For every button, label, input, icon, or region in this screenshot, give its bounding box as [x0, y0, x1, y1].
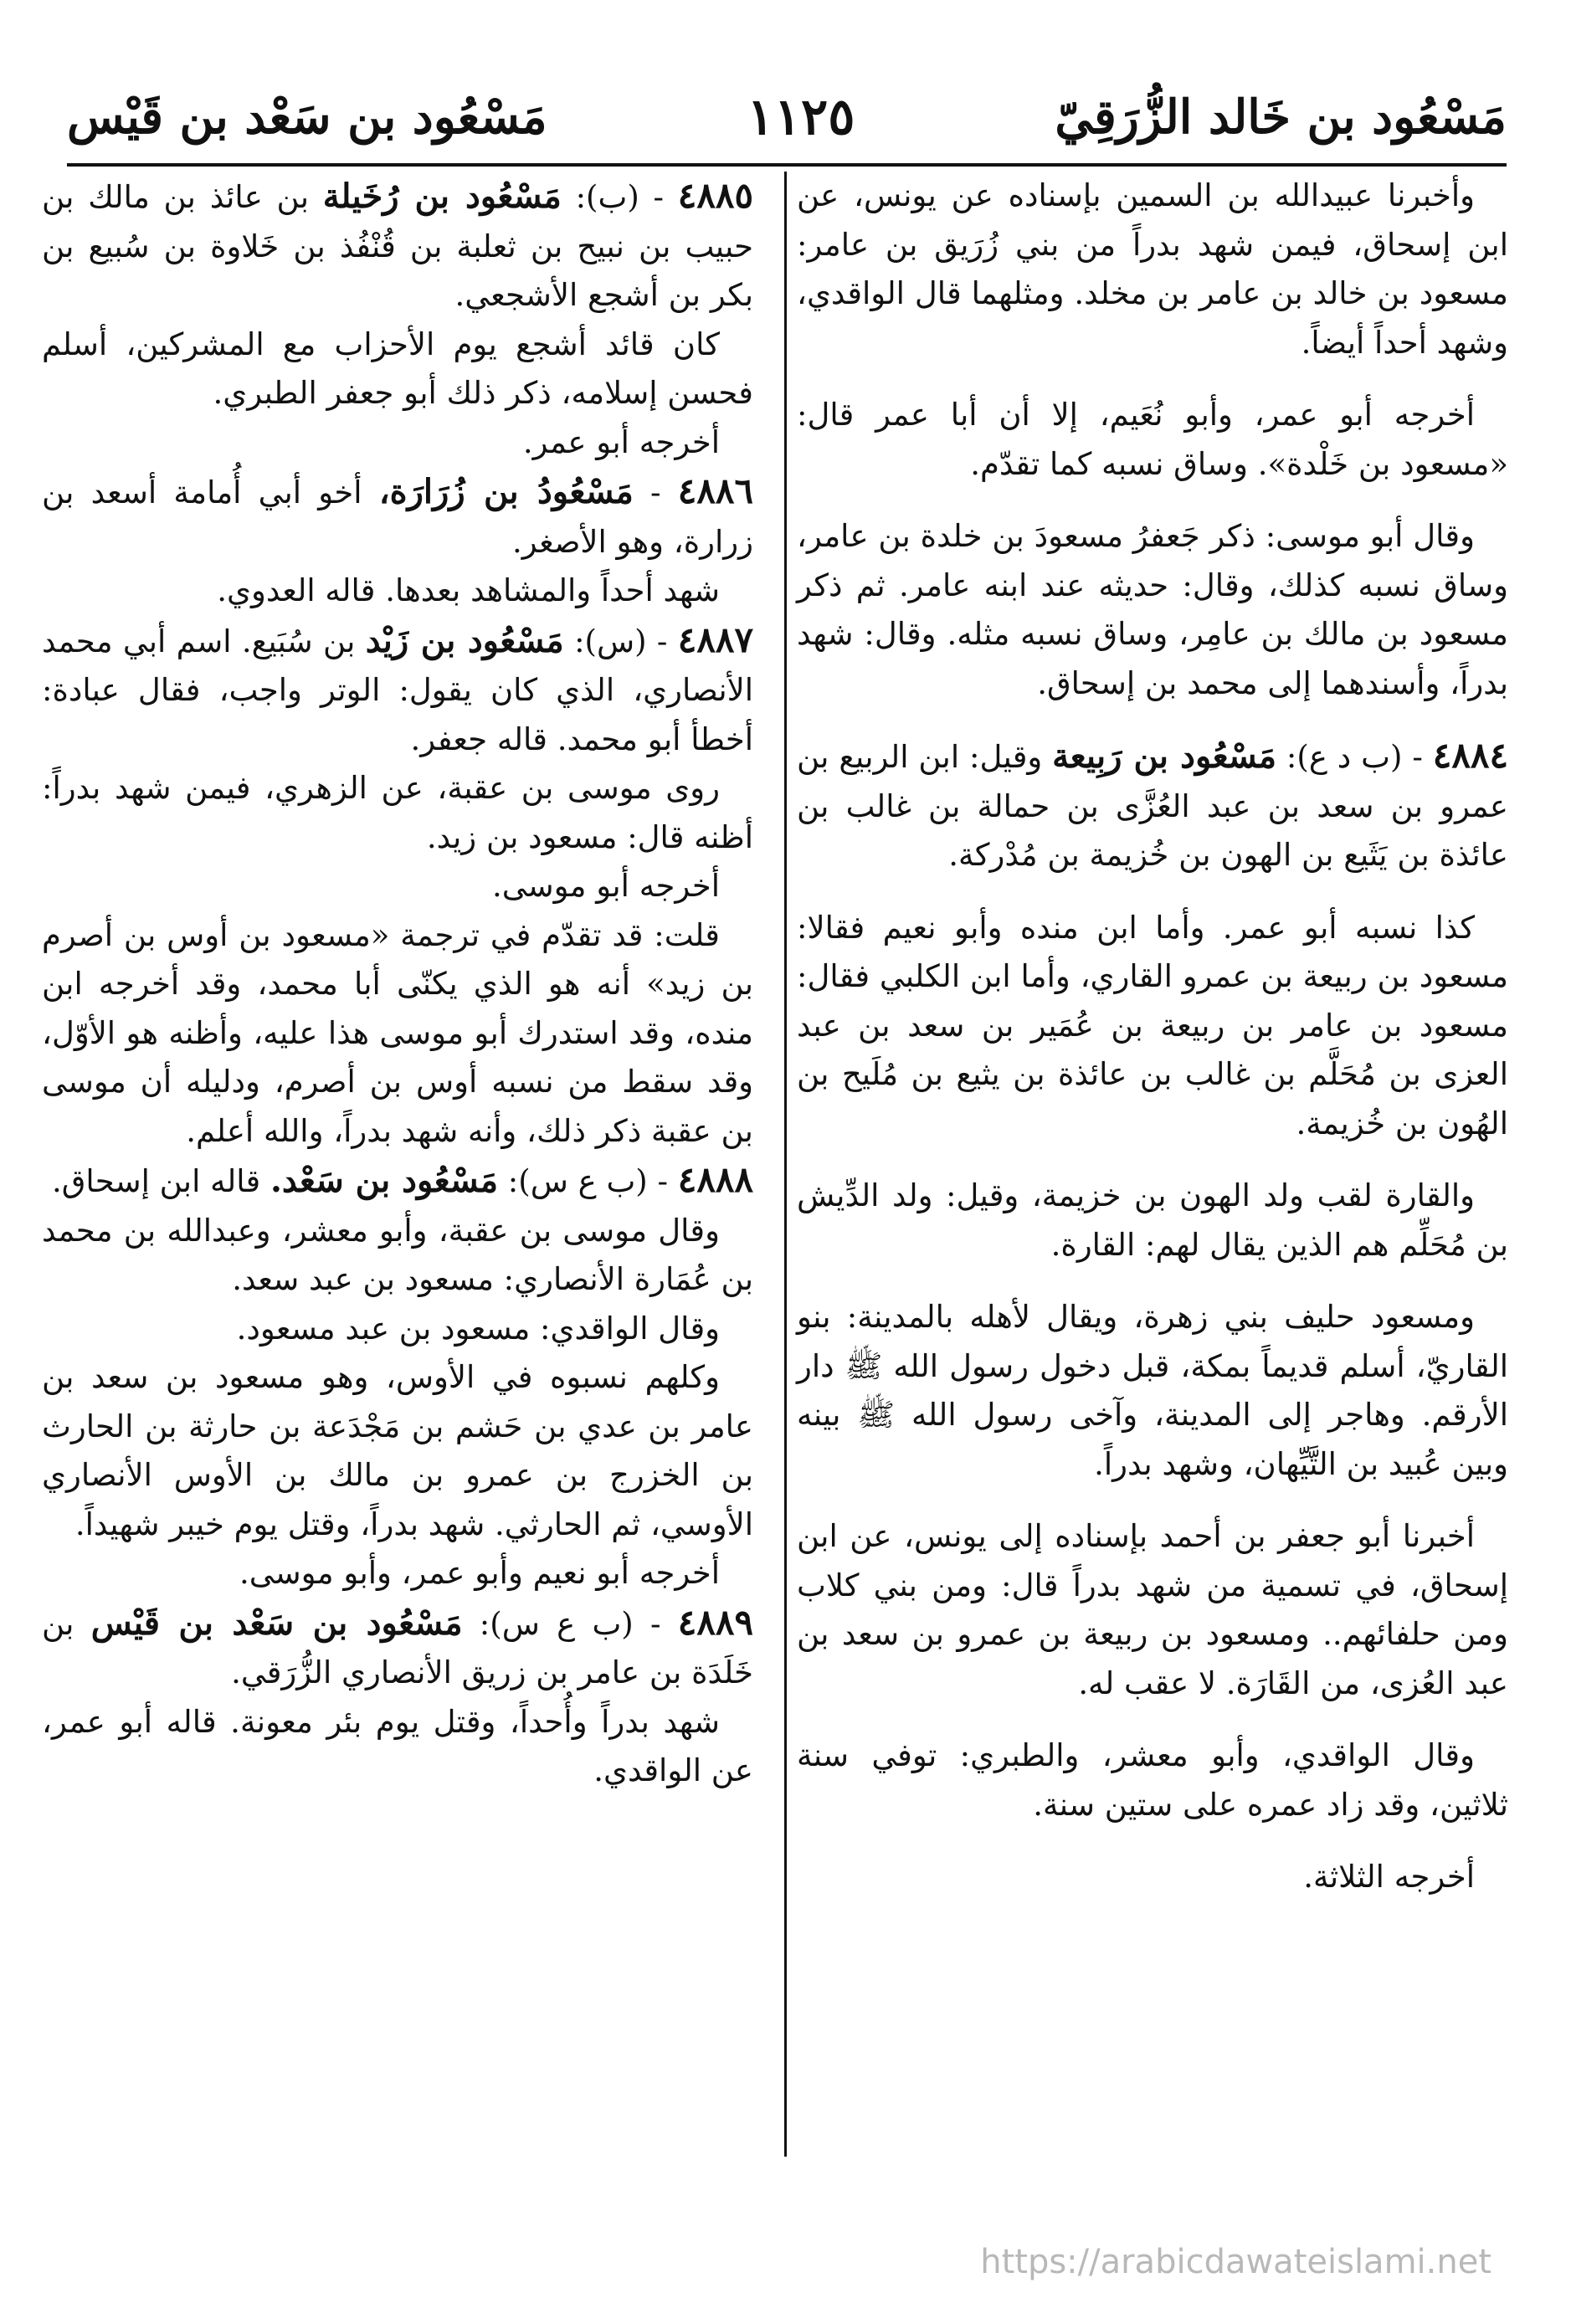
paragraph: أخبرنا أبو جعفر بن أحمد بإسناده إلى يونس، عن ابن إسحاق، في تسمية من شهد بدراً قال: ومن بني كلاب ومن حلفائهم.. ومسعود بن ربيعة بن عمرو بن سعد بن عبد العُزى، من القَارَة. لا عقب له. — [797, 1518, 1508, 1701]
entry-text: بن عائذ بن مالك بن حبيب بن نبيح بن ثعلبة بن قُنْفُذ بن خَلاوة بن سُبيع بن بكر بن أشجع الأشجعي. — [42, 179, 753, 313]
entry-text: بن سُبَيع. اسم أبي محمد الأنصاري، الذي كان يقول: الوتر واجب، فقال عبادة: أخطأ أبو محمد. قاله جعفر. — [42, 623, 753, 757]
right-column — [797, 172, 1508, 1902]
header-left-title: مَسْعُود بن سَعْد بن قَيْس — [67, 90, 547, 145]
paragraph: كان قائد أشجع يوم الأحزاب مع المشركين، أسلم فحسن إسلامه، ذكر ذلك أبو جعفر الطبري. — [42, 326, 753, 411]
paragraph: أخرجه أبو نعيم وأبو عمر، وأبو موسى. — [239, 1555, 720, 1591]
entry-number: ٤٨٨٧ — [677, 618, 753, 660]
watermark-url: https://arabicdawateislami.net — [980, 2243, 1491, 2281]
column-divider — [784, 172, 787, 2157]
entry-text: وقيل: ابن الربيع بن عمرو بن سعد بن عبد العُزَّى بن حمالة بن غالب بن عائذة بن يَثَيع بن الهون بن خُزيمة بن مُدْركة. — [797, 739, 1508, 873]
paragraph: روى موسى بن عقبة، عن الزهري، فيمن شهد بدراً: أظنه قال: مسعود بن زيد. — [42, 770, 753, 855]
paragraph: كذا نسبه أبو عمر. وأما ابن منده وأبو نعيم فقالا: مسعود بن ربيعة بن عمرو القاري، وأما ابن الكلبي فقال: مسعود بن عامر بن ربيعة بن عُمَير بن سعد بن عبد العزى بن مُحَلَّم بن غالب بن عائذة بن يثيع بن مُلَيح بن الهُون بن خُزيمة. — [797, 909, 1508, 1141]
entry-number: ٤٨٨٨ — [677, 1159, 753, 1200]
paragraph: قلت: قد تقدّم في ترجمة «مسعود بن أوس بن أصرم بن زيد» أنه هو الذي يكنّى أبا محمد، وقد أخرجه ابن منده، وقد استدرك أبو موسى هذا عليه، وأظنه هو الأوّل، وقد سقط من نسبه أوس بن أصرم، ودليله أن موسى بن عقبة ذكر ذلك، وأنه شهد بدراً، والله أعلم. — [42, 916, 753, 1149]
entry-text: بن خَلَدَة بن عامر بن زريق الأنصاري الزُّرَقي. — [42, 1605, 753, 1690]
paragraph: وقال الواقدي، وأبو معشر، والطبري: توفي سنة ثلاثين، وقد زاد عمره على ستين سنة. — [797, 1737, 1508, 1823]
paragraph: أخرجه أبو عمر، وأبو نُعَيم، إلا أن أبا عمر قال: «مسعود بن خَلْدة». وساق نسبه كما تقدّم. — [797, 397, 1508, 482]
paragraph: شهد بدراً وأُحداً، وقتل يوم بئر معونة. قاله أبو عمر، عن الواقدي. — [42, 1703, 753, 1788]
entry-tag: - (ب ع س): — [479, 1605, 661, 1642]
left-column — [42, 172, 753, 1796]
entry-text: قاله ابن إسحاق. — [51, 1163, 261, 1199]
entry-4886: ٤٨٨٦ - مَسْعُودُ بن زُرَارَة، أخو أبي أُمامة أسعد بن زرارة، وهو الأصغر. — [42, 470, 753, 560]
entry-4884 — [797, 731, 1508, 880]
paragraph: وكلهم نسبوه في الأوس، وهو مسعود بن سعد بن عامر بن عدي بن حَشم بن مَجْدَعة بن حارثة بن الحارث بن الخزرج بن عمرو بن مالك بن الأوس الأنصاري الأوسي، ثم الحارثي. شهد بدراً، وقتل يوم خيبر شهيداً. — [42, 1359, 753, 1542]
paragraph: وقال أبو موسى: ذكر جَعفرُ مسعودَ بن خلدة بن عامر، وساق نسبه كذلك، وقال: حديثه عند ابنه عامر. ثم ذكر مسعود بن مالك بن عامِر، وساق نسبه مثله. وقال: شهد بدراً، وأسندهما إلى محمد بن إسحاق. — [797, 518, 1508, 701]
entry-name: مَسْعُود بن رُخَيلة — [322, 177, 562, 216]
entry-number: ٤٨٨٦ — [677, 470, 753, 511]
header-right-title: مَسْعُود بن خَالد الزُّرَقِيّ — [1055, 90, 1507, 145]
paragraph: شهد أحداً والمشاهد بعدها. قاله العدوي. — [217, 572, 720, 608]
header-rule — [67, 163, 1507, 167]
paragraph: ومسعود حليف بني زهرة، ويقال لأهله بالمدينة: بنو القاريّ، أسلم قديماً بمكة، قبل دخول رسول الله ﷺ دار الأرقم. وهاجر إلى المدينة، وآخى رسول الله ﷺ بينه وبين عُبيد بن التَّيِّهان، وشهد بدراً. — [797, 1299, 1508, 1482]
entry-tag: - (ب ع س): — [507, 1163, 668, 1199]
paragraph: وأخبرنا عبيدالله بن السمين بإسناده عن يونس، عن ابن إسحاق، فيمن شهد بدراً من بني زُرَيق بن عامر: مسعود بن خالد بن عامر بن مخلد. ومثلهما قال الواقدي، وشهد أحداً أيضاً. — [797, 177, 1508, 361]
entry-name: مَسْعُود بن سَعْد بن قَيْس — [90, 1603, 463, 1643]
entry-name: مَسْعُودُ بن زُرَارَة، — [378, 472, 634, 511]
entry-tag: - (س): — [574, 623, 668, 659]
entry-number: ٤٨٨٥ — [677, 175, 753, 216]
paragraph: أخرجه أبو موسى. — [491, 868, 720, 904]
entry-tag: - (ب د ع): — [1286, 739, 1423, 775]
paragraph: والقارة لقب ولد الهون بن خزيمة، وقيل: ولد الدِّيش بن مُحَلِّم هم الذين يقال لهم: القارة. — [797, 1177, 1508, 1263]
entry-name: مَسْعُود بن زَيْد — [365, 620, 564, 660]
entry-number: ٤٨٨٩ — [677, 1601, 754, 1643]
entry-text: أخو أبي أُمامة أسعد بن زرارة، وهو الأصغر. — [42, 475, 753, 560]
entry-4889 — [42, 1598, 753, 1698]
paragraph: أخرجه الثلاثة. — [1303, 1859, 1475, 1895]
entry-number: ٤٨٨٤ — [1432, 735, 1508, 776]
entry-name: مَسْعُود بن رَبِيعة — [1052, 736, 1277, 776]
entry-4885 — [42, 172, 753, 321]
paragraph: وقال الواقدي: مسعود بن عبد مسعود. — [236, 1310, 720, 1347]
running-header — [67, 80, 1507, 155]
paragraph: أخرجه أبو عمر. — [522, 423, 720, 460]
entry-4888 — [42, 1156, 753, 1207]
page-number: ١١٢٥ — [747, 88, 855, 146]
entry-4887 — [42, 616, 753, 765]
paragraph: وقال موسى بن عقبة، وأبو معشر، وعبدالله بن محمد بن عُمَارة الأنصاري: مسعود بن عبد سعد. — [42, 1212, 753, 1297]
entry-name: مَسْعُود بن سَعْد. — [270, 1161, 499, 1200]
entry-tag: - (ب): — [575, 179, 665, 215]
